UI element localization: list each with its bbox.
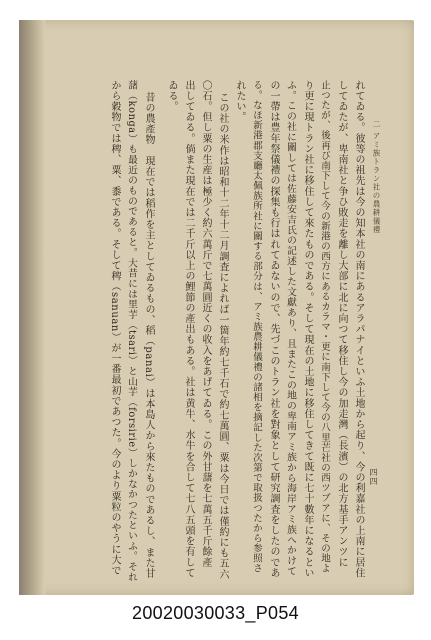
text-column: この社の米作は昭和十二年十二月調査によれば一箇年約七千石で約七萬圓、粟は今日では僅約にも五六 bbox=[217, 92, 228, 580]
image-caption: 20020030033_P054 bbox=[132, 603, 299, 623]
page-number: 四四 bbox=[369, 468, 378, 486]
text-column: れてゐる。彼等の祖先は今の知本社の南にあるアラパナイといふ土地から起り、今の利嘉社の上南に居住 bbox=[353, 80, 364, 579]
text-column: り更に現トラン社に移住して來たものである。そして現在の土地に移住してきて既に七十數年になるとい bbox=[302, 80, 313, 579]
text-column: ふ。この社に關しては佐藤安吉氏の記述した文獻あり、且またこの地の卑南アミ族から海岸アミ族へかけて bbox=[285, 80, 296, 577]
text-column: から穀物では稗、粟、黍である。そして稗（sanuan）が一番最初であつた。今のより粟粒のやうに大で bbox=[109, 80, 120, 576]
text-column: る。なほ新港郡支廳太佩族所社に關する部分は、アミ族農耕儀禮の諸相を摘記した次第で取扱つたから参照さ bbox=[251, 80, 262, 574]
text-column: 止つたが、後再び南下して今の新港の西方にあるカラマ・更に南下して今の八里芒社の西ツブアに、その地よ bbox=[319, 80, 330, 574]
text-column: してゐたが、卑南社と争ひ敗走を離し大部に北に向つて移住し今の加走灣（長濱）の北方基手アンツに bbox=[336, 80, 347, 568]
text-column: 昔の農產物 現在では稻作を主としてゐるもの、稻（panai）は本島人から來たものであるし、また甘 bbox=[143, 92, 154, 579]
text-column: 〇石。但し粟の生産は極少く約六萬斤で七萬圓近くの收入をあげてゐる。この外甘藷を七萬五千斤餘產 bbox=[200, 80, 211, 568]
text-column: の一帶は豊年祭儀禮の探集も行はれてゐないので、先づこのトラン社を對象として研究調査をしたのであ bbox=[268, 80, 279, 579]
page-gutter-shadow bbox=[19, 20, 45, 595]
text-column: 出してゐる。倘また現在では二千斤以上の鯉節の產出もある。社は黄牛、水牛を合して七八五頭を有して bbox=[183, 80, 194, 579]
text-column: れたい。 bbox=[234, 80, 245, 123]
running-head: 二 アミ族トラン社の農耕儀禮 bbox=[372, 120, 381, 234]
text-column: ゐる。 bbox=[166, 80, 177, 112]
text-column: 藷（konga）も最近のものであると。大昔には里芋（tsari）と山芋（forsirie）しかなかつたといふ。それ bbox=[126, 80, 137, 583]
scanned-page bbox=[19, 20, 414, 595]
